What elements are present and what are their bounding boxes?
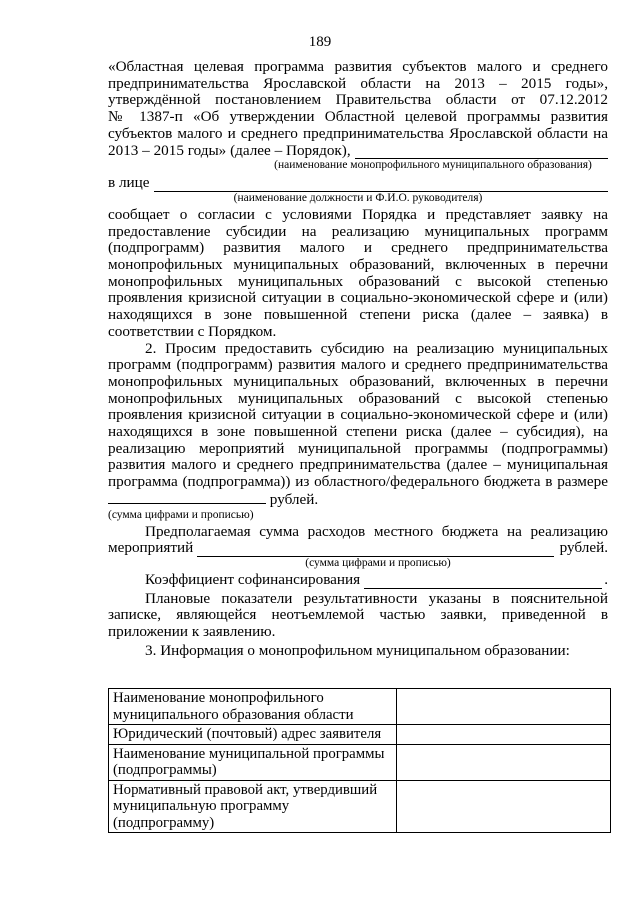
table-row (109, 780, 611, 833)
cofinancing-line (108, 572, 608, 589)
hint-official: (наименование должности и Ф.И.О. руководителя) (233, 191, 483, 204)
section-3-title: 3. Информация о монопрофильном муниципальном образовании: (145, 641, 570, 659)
in-person-label: в лице (108, 174, 150, 192)
p3-suffix: рублей. (559, 539, 608, 557)
table-row (109, 744, 611, 780)
intro-line: «Областная целевая программа развития субъектов малого и среднего (108, 58, 608, 75)
intro-last-text: 2013 – 2015 годы» (далее – Порядок), (108, 141, 351, 159)
p3-line2 (108, 540, 608, 557)
p2-line: программ (подпрограмм) развития малого и среднего предпринимательства (108, 356, 608, 374)
p1-line: монопрофильных муниципальных образований, включенных в перечни (108, 256, 608, 274)
intro-line: утверждённой постановлением Правительства области от 07.12.2012 (108, 91, 608, 109)
intro-block (108, 59, 608, 205)
hint-local-sum: (сумма цифрами и прописью) (305, 556, 451, 569)
p2-rubles: рублей. (269, 490, 319, 508)
table-value-cell[interactable] (397, 744, 611, 780)
table-label-cell: Юридический (почтовый) адрес заявителя (109, 725, 397, 745)
p2-line: монопрофильных муниципальных образований, включенных в перечни (108, 372, 608, 390)
p1-line: (подпрограмм) развития малого и среднего предпринимательства (108, 239, 608, 257)
intro-last-line (108, 143, 608, 160)
p2-line: развития малого и среднего предпринимательства (далее – муниципальная (108, 456, 608, 474)
p2-line: реализацию мероприятий муниципальной программы (подпрограммы) (108, 439, 608, 457)
p2-line: проявления кризисной ситуации в социально-экономической сфере и (или) (108, 406, 608, 424)
intro-line: № 1387-п «Об утверждении Областной целевой программы развития (108, 108, 608, 126)
cofinancing-end: . (604, 570, 608, 588)
table-row (109, 725, 611, 745)
p4-last-line: приложении к заявлению. (108, 623, 276, 641)
intro-line: субъектов малого и среднего предпринимательства Ярославской области на (108, 124, 608, 142)
municipality-info-table (108, 688, 611, 833)
table-value-cell[interactable] (397, 725, 611, 745)
p1-last-line: соответствии с Порядком. (108, 322, 277, 340)
paragraph-2 (108, 341, 608, 522)
paragraph-3 (108, 524, 608, 570)
p2-line: монопрофильных муниципальных образований с высокой степенью (108, 389, 608, 407)
p1-line: сообщает о согласии с условиями Порядка и представляет заявку на (108, 205, 608, 223)
hint-municipality: (наименование монопрофильного муниципального образования) (274, 159, 592, 172)
official-blank[interactable] (154, 179, 608, 192)
p2-sum-line (108, 491, 608, 509)
p1-line: находящихся в зоне повышенной степени риска (далее – заявка) в (108, 306, 608, 324)
table-label-cell: Наименование муниципальной программы (подпрограммы) (109, 744, 397, 780)
p1-line: монопрофильных муниципальных образований с высокой степенью (108, 272, 608, 290)
table-row (109, 689, 611, 725)
table-value-cell[interactable] (397, 780, 611, 833)
table-label-cell: Наименование монопрофильного муниципального образования области (109, 689, 397, 725)
p1-line: предоставление субсидии на реализацию муниципальных программ (108, 222, 608, 240)
p2-line: находящихся в зоне повышенной степени риска (далее – субсидия), на (108, 423, 608, 441)
subsidy-sum-blank[interactable] (108, 491, 266, 504)
municipality-blank[interactable] (355, 146, 608, 159)
table-label-cell: Нормативный правовой акт, утвердивший муниципальную программу (подпрограмму) (109, 780, 397, 833)
in-person-line (108, 175, 608, 192)
p2-line: программа (подпрограмма)) из областного/федерального бюджета в размере (108, 473, 608, 491)
local-budget-blank[interactable] (197, 544, 553, 557)
p4-line: Плановые показатели результативности указаны в пояснительной (145, 589, 608, 607)
cofinancing-blank[interactable] (364, 576, 602, 589)
cofinancing-label: Коэффициент софинансирования (145, 570, 361, 588)
p3-prefix: мероприятий (108, 539, 194, 557)
p1-line: проявления кризисной ситуации в социально-экономической сфере и (или) (108, 289, 608, 307)
page-number: 189 (308, 34, 332, 50)
intro-line: предпринимательства Ярославской области на 2013 – 2015 годы», (108, 74, 608, 92)
table-value-cell[interactable] (397, 689, 611, 725)
paragraph-1 (108, 207, 608, 341)
hint-subsidy-sum: (сумма цифрами и прописью) (108, 508, 254, 521)
p3-line1: Предполагаемая сумма расходов местного бюджета на реализацию (145, 522, 608, 540)
p4-line: записке, являющейся неотъемлемой частью заявки, приведенной в (108, 606, 608, 624)
document-body (108, 59, 608, 660)
paragraph-4 (108, 591, 608, 641)
p2-line: 2. Просим предоставить субсидию на реализацию муниципальных (145, 339, 608, 357)
